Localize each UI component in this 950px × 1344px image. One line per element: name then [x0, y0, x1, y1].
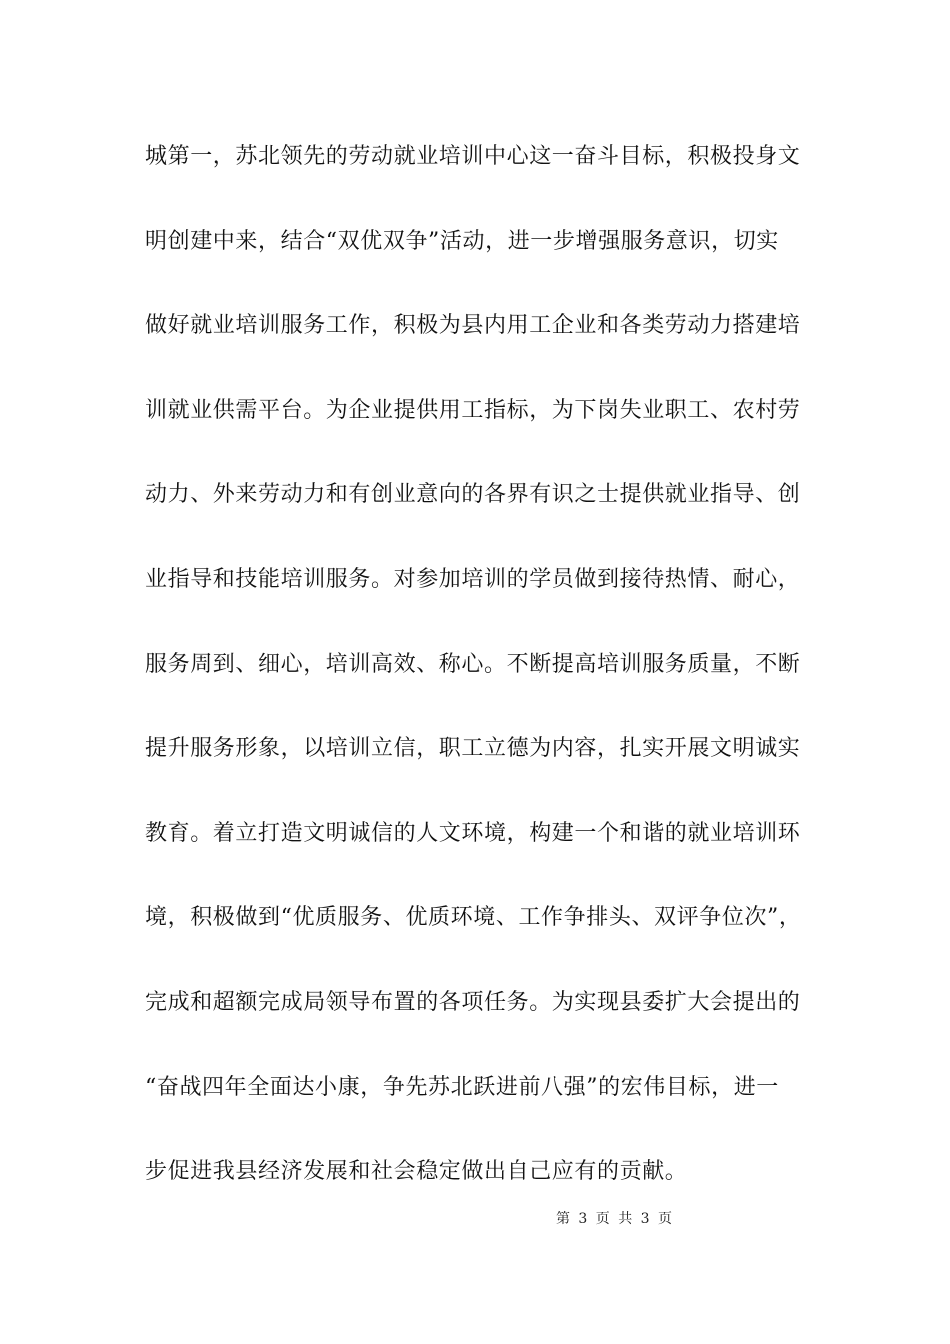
text-line: 服务周到、细心，培训高效、称心。不断提高培训服务质量，不断 — [145, 651, 801, 677]
text-line: 城第一，苏北领先的劳动就业培训中心这一奋斗目标，积极投身文 — [145, 144, 801, 169]
text-line: 境，积极做到“优质服务、优质环境、工作争排头、双评争位次”， — [145, 905, 802, 931]
text-line: “奋战四年全面达小康，争先苏北跃进前八强”的宏伟目标，进一 — [145, 1074, 779, 1100]
text-line: 教育。着立打造文明诚信的人文环境，构建一个和谐的就业培训环 — [145, 820, 801, 846]
text-line: 业指导和技能培训服务。对参加培训的学员做到接待热情、耐心， — [145, 566, 801, 592]
text-line: 训就业供需平台。为企业提供用工指标，为下岗失业职工、农村劳 — [145, 397, 801, 423]
text-line: 动力、外来劳动力和有创业意向的各界有识之士提供就业指导、创 — [145, 482, 801, 508]
text-line: 提升服务形象，以培训立信，职工立德为内容，扎实开展文明诚实 — [145, 736, 801, 762]
text-line: 完成和超额完成局领导布置的各项任务。为实现县委扩大会提出的 — [145, 989, 801, 1015]
body-paragraph — [145, 134, 845, 1234]
text-line: 步促进我县经济发展和社会稳定做出自己应有的贡献。 — [145, 1159, 688, 1185]
page-footer: 第 3 页 共 3 页 — [555, 1211, 675, 1227]
text-line: 做好就业培训服务工作，积极为县内用工企业和各类劳动力搭建培 — [145, 313, 801, 339]
text-line: 明创建中来，结合“双优双争”活动，进一步增强服务意识，切实 — [145, 228, 779, 254]
